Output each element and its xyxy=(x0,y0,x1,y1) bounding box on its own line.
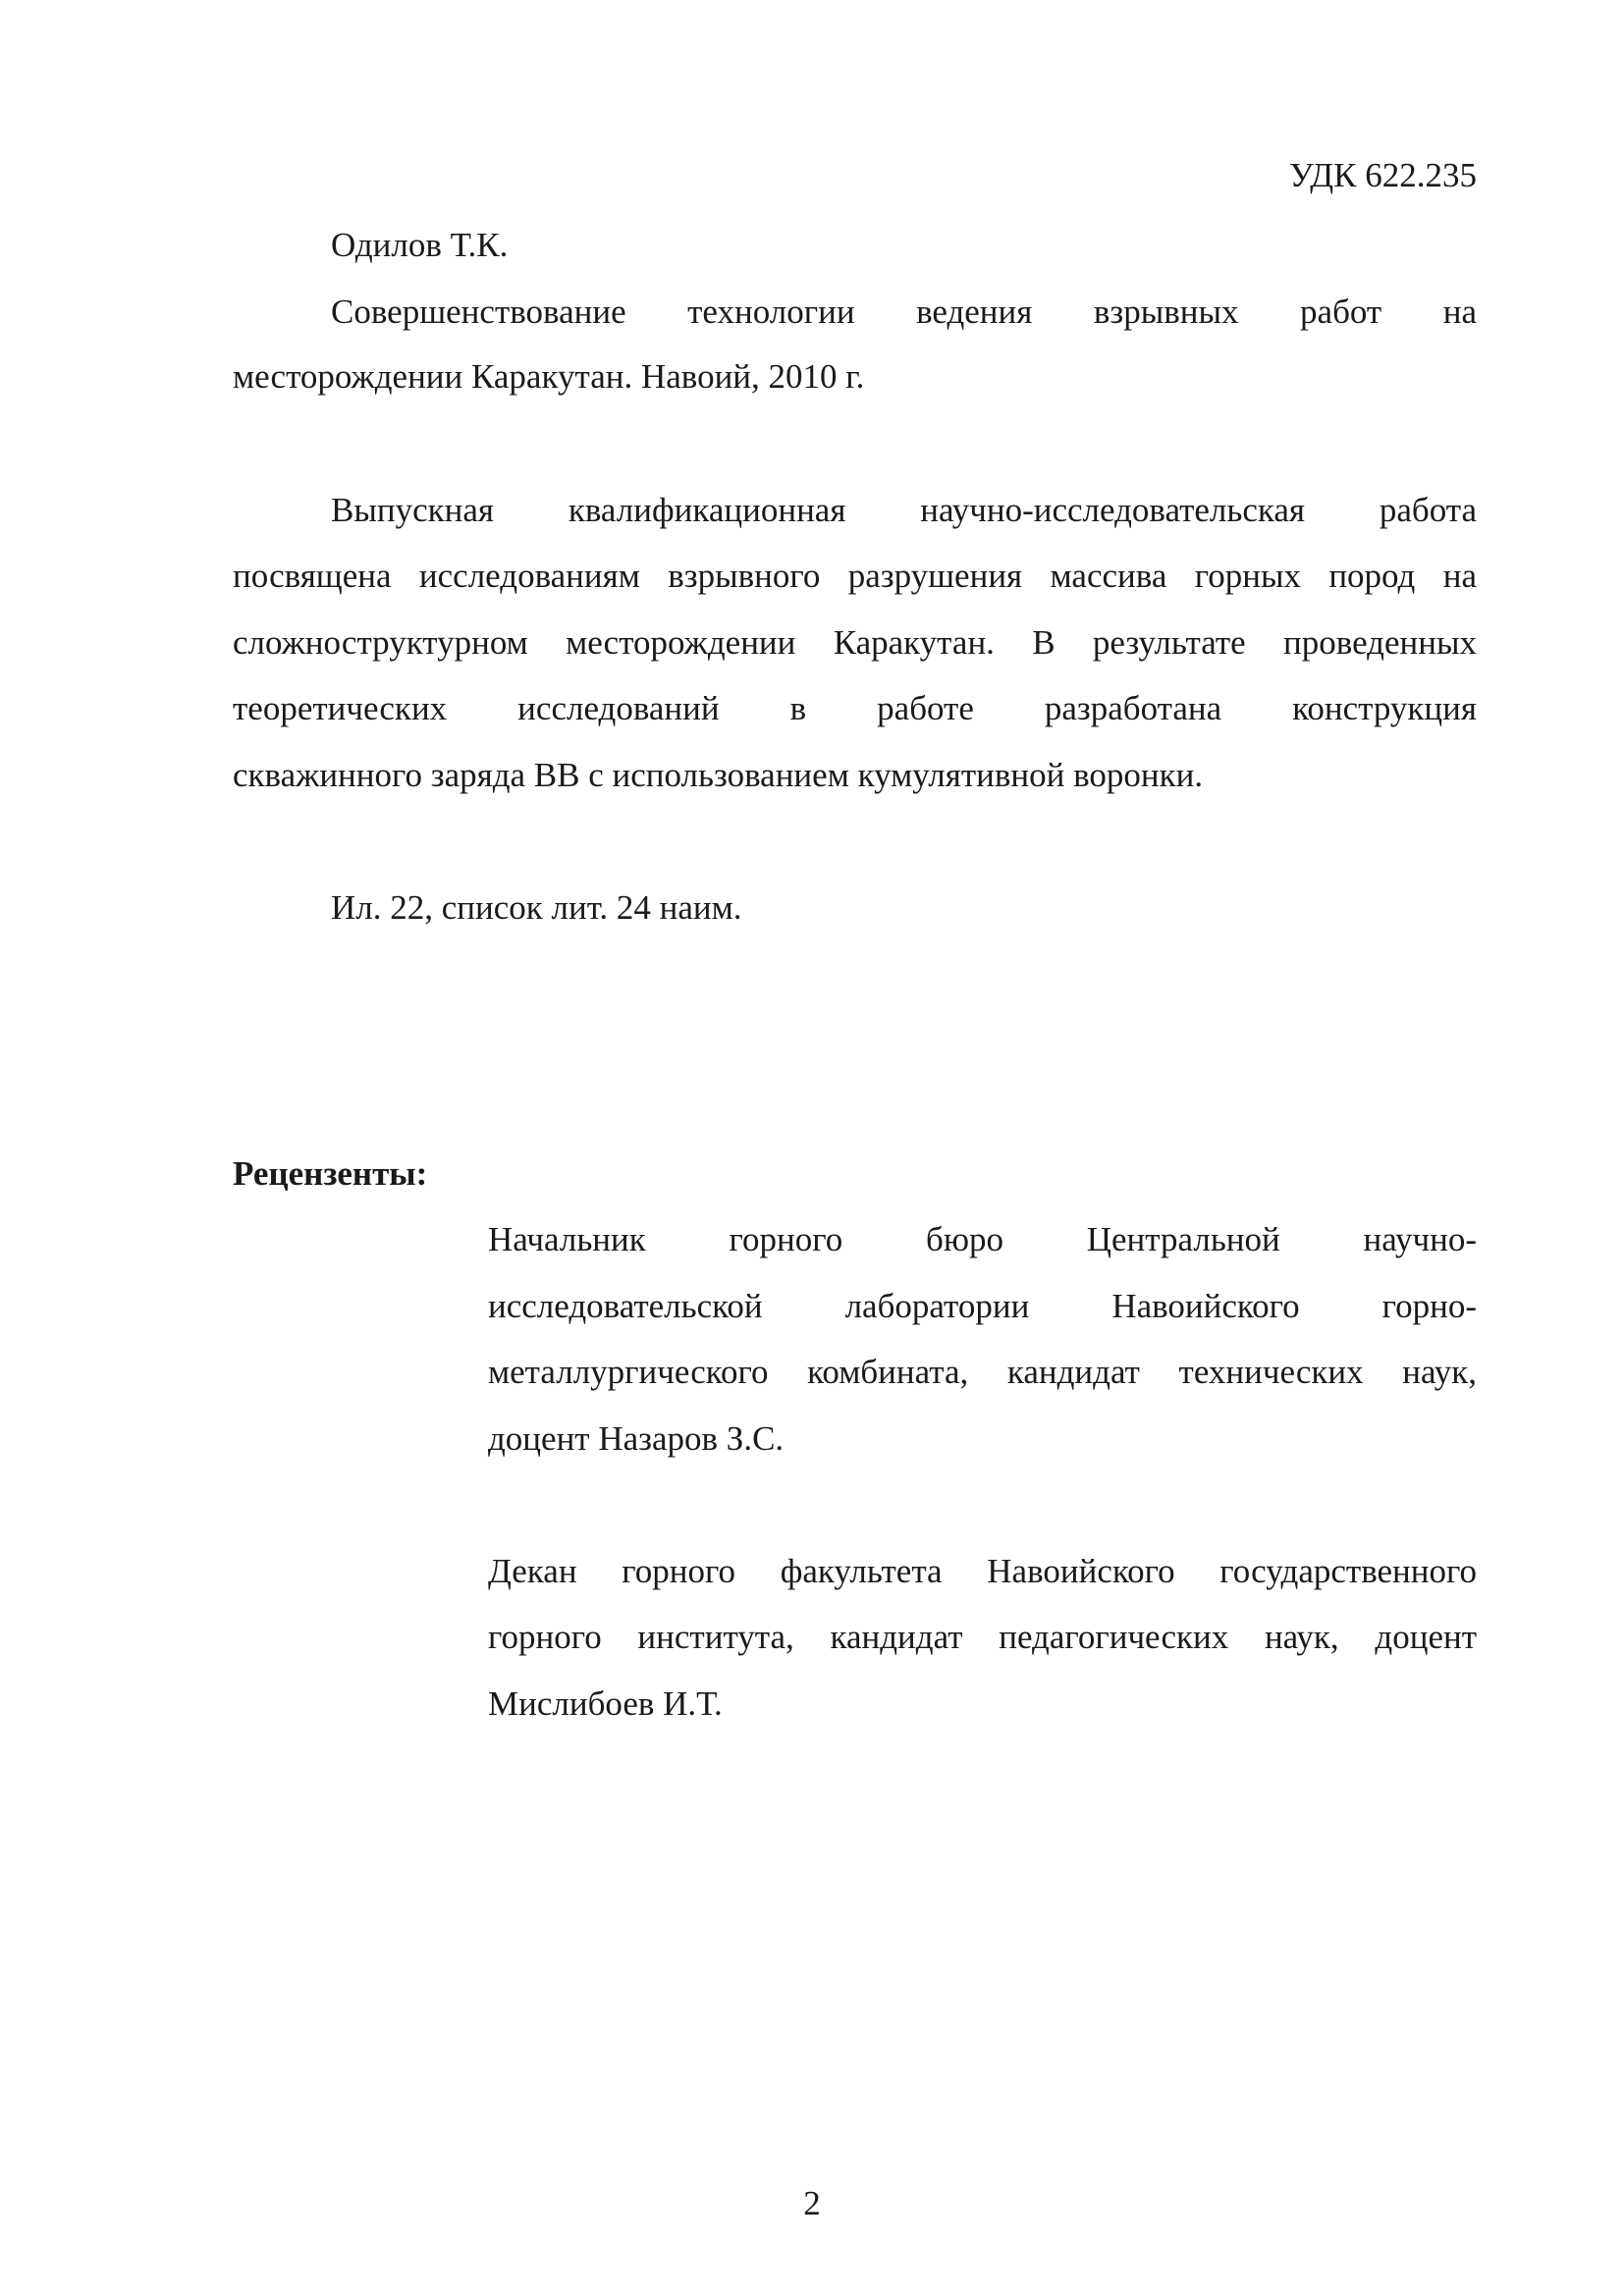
abstract-line: теоретических исследований в работе разработана конструкция xyxy=(233,689,1477,727)
reviewers-heading: Рецензенты: xyxy=(233,1154,428,1193)
reviewer-2-line: горного института, кандидат педагогических наук, доцент xyxy=(488,1618,1477,1656)
reviewer-1-line: исследовательской лаборатории Навоийского горно- xyxy=(488,1287,1477,1325)
bibliographic-stats: Ил. 22, список лит. 24 наим. xyxy=(331,888,742,927)
author-name: Одилов Т.К. xyxy=(331,226,509,264)
reviewer-1-line: доцент Назаров З.С. xyxy=(488,1419,785,1458)
reviewer-2-line: Декан горного факультета Навоийского государственного xyxy=(488,1552,1477,1590)
page-number: 2 xyxy=(803,2184,821,2222)
udk-code: УДК 622.235 xyxy=(1289,156,1477,194)
reviewer-1-line: Начальник горного бюро Центральной научно- xyxy=(488,1220,1477,1258)
work-title-line: месторождении Каракутан. Навоий, 2010 г. xyxy=(233,357,865,396)
abstract-line: скважинного заряда ВВ с использованием кумулятивной воронки. xyxy=(233,756,1204,794)
abstract-line: посвящена исследованиям взрывного разрушения массива горных пород на xyxy=(233,557,1477,595)
abstract-line: Выпускная квалификационная научно-исследовательская работа xyxy=(331,491,1477,529)
reviewer-1-line: металлургического комбината, кандидат технических наук, xyxy=(488,1353,1477,1391)
abstract-line: сложноструктурном месторождении Каракутан. В результате проведенных xyxy=(233,623,1477,662)
work-title-line: Совершенствование технологии ведения взрывных работ на xyxy=(331,293,1477,331)
reviewer-2-line: Мислибоев И.Т. xyxy=(488,1684,723,1723)
